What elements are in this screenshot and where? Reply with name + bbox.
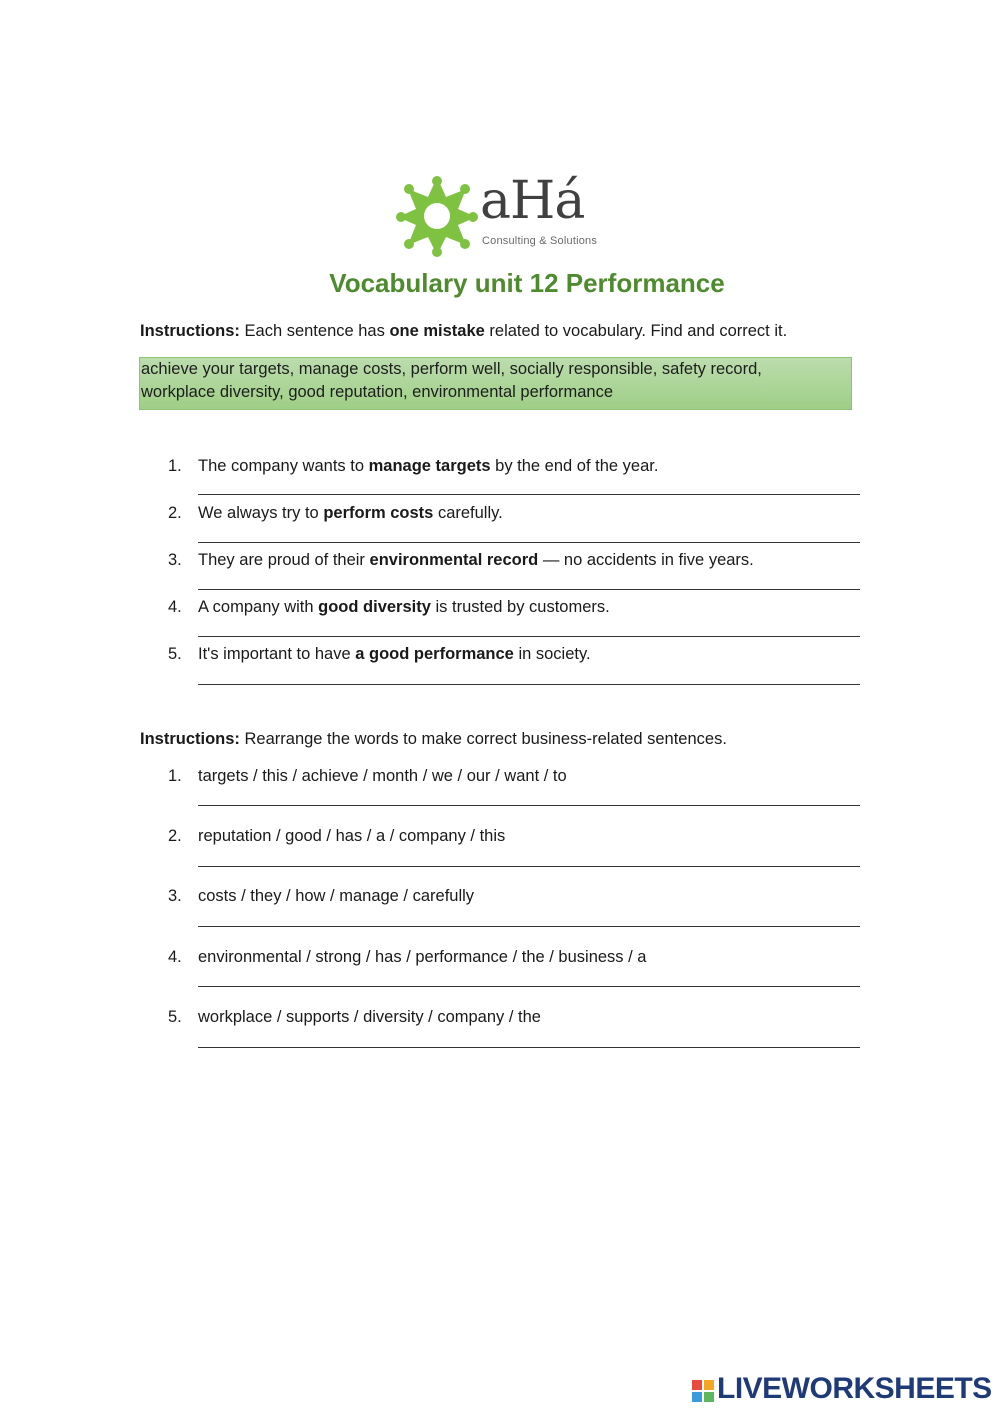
scrambled-words: environmental / strong / has / performance / the / business / a bbox=[198, 948, 647, 966]
sentence-text: A company with bbox=[198, 598, 319, 616]
sentence-mistake: manage targets bbox=[368, 457, 491, 475]
rearrange-item-5 bbox=[0, 1006, 1000, 1050]
item-number: 3. bbox=[168, 551, 182, 569]
sentence-text: — no accidents in five years. bbox=[538, 551, 754, 569]
item-number: 2. bbox=[168, 504, 182, 522]
rearrange-item-4 bbox=[0, 946, 1000, 990]
item-sentence bbox=[198, 549, 754, 571]
answer-line[interactable] bbox=[198, 926, 860, 927]
instructions-1 bbox=[140, 320, 787, 342]
correction-item-2 bbox=[0, 502, 1000, 546]
sentence-mistake: good diversity bbox=[318, 598, 431, 616]
instructions-text-b: related to vocabulary. Find and correct it. bbox=[484, 322, 788, 340]
sentence-text: The company wants to bbox=[198, 457, 369, 475]
answer-line[interactable] bbox=[198, 805, 860, 806]
instructions-label: Instructions: bbox=[140, 730, 240, 748]
item-number: 4. bbox=[168, 948, 182, 966]
item-number: 5. bbox=[168, 645, 182, 663]
item-number: 2. bbox=[168, 827, 182, 845]
word-bank-line: achieve your targets, manage costs, perform well, socially responsible, safety record, bbox=[141, 360, 762, 378]
gear-star-icon bbox=[396, 175, 478, 257]
item-sentence bbox=[198, 596, 610, 618]
instructions-emphasis: one mistake bbox=[389, 322, 485, 340]
sentence-text: We always try to bbox=[198, 504, 324, 522]
sentence-text: They are proud of their bbox=[198, 551, 370, 569]
logo-subtitle: Consulting & Solutions bbox=[482, 235, 598, 247]
answer-line[interactable] bbox=[198, 542, 860, 543]
scrambled-words: targets / this / achieve / month / we / our / want / to bbox=[198, 767, 567, 785]
correction-item-5 bbox=[0, 643, 1000, 687]
scrambled-words: costs / they / how / manage / carefully bbox=[198, 887, 475, 905]
instructions-2 bbox=[140, 728, 727, 750]
correction-item-4 bbox=[0, 596, 1000, 640]
sentence-text: carefully. bbox=[433, 504, 503, 522]
answer-line[interactable] bbox=[198, 589, 860, 590]
page-title: Vocabulary unit 12 Performance bbox=[329, 268, 725, 298]
word-bank-line: workplace diversity, good reputation, environmental performance bbox=[141, 383, 614, 401]
scrambled-words: reputation / good / has / a / company / this bbox=[198, 827, 506, 845]
sentence-mistake: perform costs bbox=[323, 504, 434, 522]
instructions-label: Instructions: bbox=[140, 322, 240, 340]
sentence-mistake: environmental record bbox=[369, 551, 539, 569]
answer-line[interactable] bbox=[198, 986, 860, 987]
item-number: 4. bbox=[168, 598, 182, 616]
item-number: 1. bbox=[168, 457, 182, 475]
answer-line[interactable] bbox=[198, 1047, 860, 1048]
item-number: 3. bbox=[168, 887, 182, 905]
item-number: 1. bbox=[168, 767, 182, 785]
word-bank bbox=[139, 357, 852, 410]
rearrange-item-2 bbox=[0, 825, 1000, 869]
sentence-text: in society. bbox=[513, 645, 591, 663]
liveworksheets-icon bbox=[692, 1380, 714, 1402]
instructions-text-a: Each sentence has bbox=[244, 322, 390, 340]
sentence-text: is trusted by customers. bbox=[430, 598, 610, 616]
item-sentence bbox=[198, 455, 658, 477]
correction-item-3 bbox=[0, 549, 1000, 593]
correction-item-1 bbox=[0, 455, 1000, 499]
item-sentence bbox=[198, 502, 503, 524]
scrambled-words: workplace / supports / diversity / company / the bbox=[198, 1008, 541, 1026]
answer-line[interactable] bbox=[198, 494, 860, 495]
answer-line[interactable] bbox=[198, 636, 860, 637]
liveworksheets-wordmark: LIVEWORKSHEETS bbox=[717, 1372, 992, 1405]
instructions-text: Rearrange the words to make correct business-related sentences. bbox=[239, 730, 727, 748]
rearrange-item-3 bbox=[0, 885, 1000, 929]
company-logo bbox=[396, 171, 606, 257]
sentence-text: It's important to have bbox=[198, 645, 356, 663]
logo-wordmark: aHá bbox=[480, 171, 585, 231]
answer-line[interactable] bbox=[198, 684, 860, 685]
answer-line[interactable] bbox=[198, 866, 860, 867]
item-sentence bbox=[198, 643, 591, 665]
sentence-text: by the end of the year. bbox=[490, 457, 659, 475]
item-number: 5. bbox=[168, 1008, 182, 1026]
rearrange-item-1 bbox=[0, 765, 1000, 809]
sentence-mistake: a good performance bbox=[355, 645, 514, 663]
